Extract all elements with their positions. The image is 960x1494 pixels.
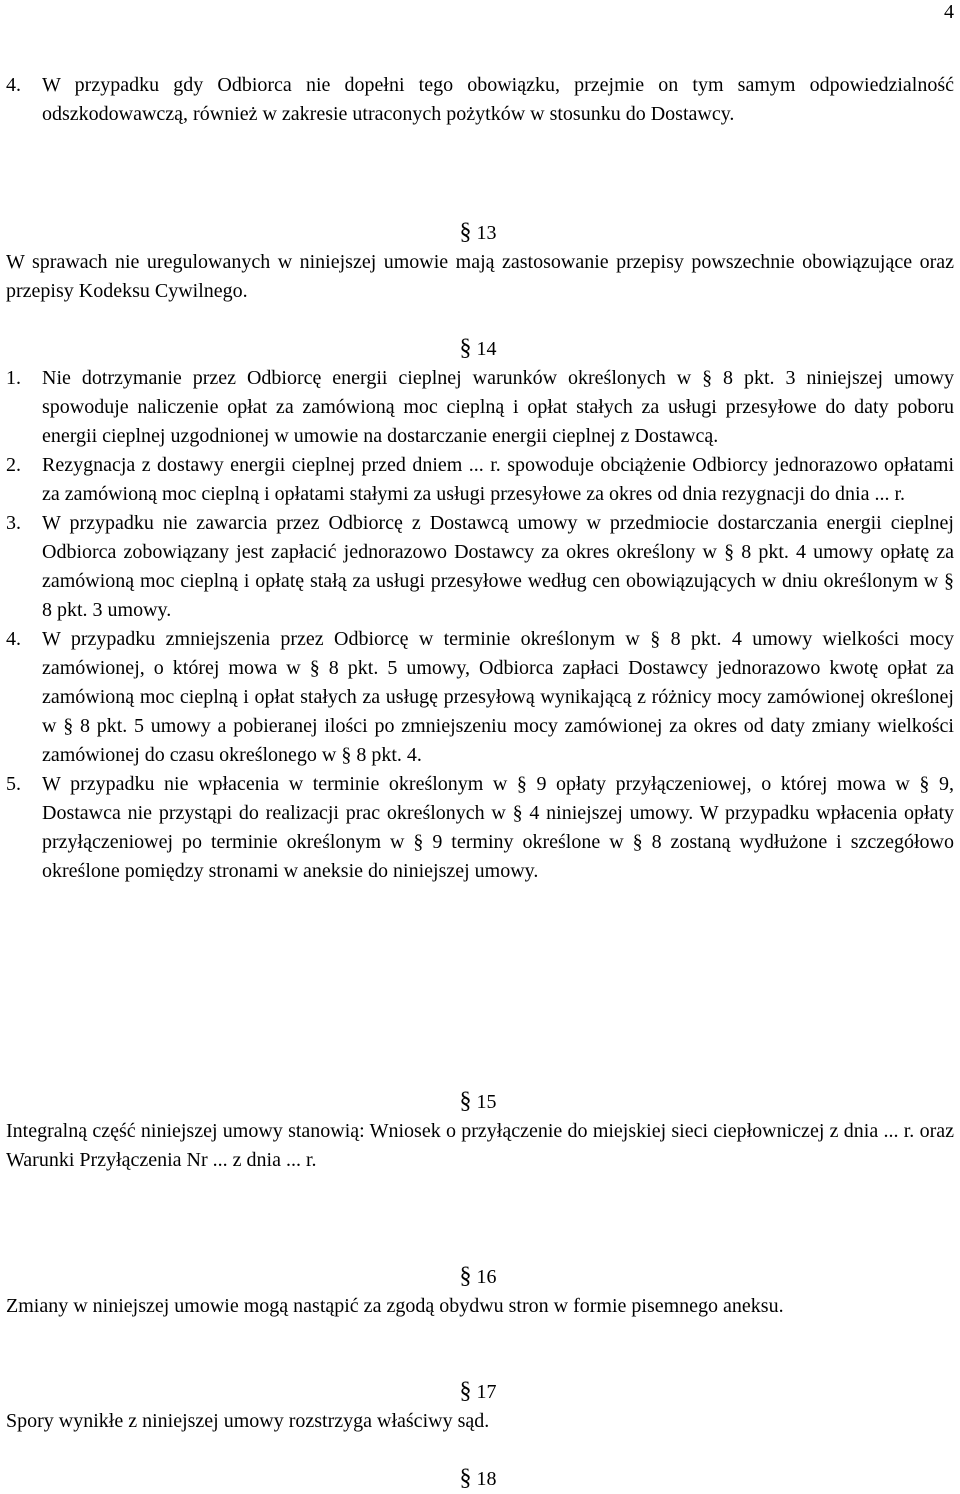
item-text: Rezygnacja z dostawy energii cieplnej przed dniem ... r. spowoduje obciążenie Odbiorcy jednorazowo opłatami za zamówioną moc cieplną i opłatami stałymi za usługi przesyłowe za okres od dnia rezygnacji do dnia ... r. <box>42 454 954 505</box>
list-item <box>6 770 954 886</box>
item-number: 5. <box>6 773 21 795</box>
section-16 <box>6 1262 954 1321</box>
item-text: W przypadku nie zawarcia przez Odbiorcę z Dostawcą umowy w przedmiocie dostarczania energii cieplnej Odbiorca zobowiązany jest zapłacić jednorazowo Dostawcy za okres określony w § 8 pkt. 4 umowy opłatę za zamówioną moc cieplną i opłatę stałą za usługi przesyłowe według cen obowiązujących w dniu określonym w § 8 pkt. 3 umowy. <box>42 512 954 621</box>
section-symbol: § <box>459 1378 472 1404</box>
section-paragraph: W sprawach nie uregulowanych w niniejszej umowie mają zastosowanie przepisy powszechnie obowiązujące oraz przepisy Kodeksu Cywilnego. <box>6 251 954 302</box>
section-number: 13 <box>476 222 497 244</box>
list-item <box>6 625 954 770</box>
item-number: 3. <box>6 512 21 534</box>
item-number: 1. <box>6 367 21 389</box>
item-number: 2. <box>6 454 21 476</box>
section-paragraph: Integralną część niniejszej umowy stanowią: Wniosek o przyłączenie do miejskiej sieci ciepłowniczej z dnia ... r. oraz Warunki Przyłączenia Nr ... z dnia ... r. <box>6 1120 954 1171</box>
section-15 <box>6 1087 954 1175</box>
section-symbol: § <box>459 1465 472 1491</box>
section-heading <box>6 218 954 248</box>
section-18 <box>6 1464 954 1494</box>
list-item <box>6 451 954 509</box>
list-item <box>6 509 954 625</box>
section-heading <box>6 334 954 364</box>
item-number: 4. <box>6 74 21 96</box>
item-text: Nie dotrzymanie przez Odbiorcę energii cieplnej warunków określonych w § 8 pkt. 3 niniejszej umowy spowoduje naliczenie opłat za zamówioną moc cieplną i opłat stałych za usługi przesyłowe do daty poboru energii cieplnej uzgodnionej w umowie na dostarczanie energii cieplnej z Dostawcą. <box>42 367 954 447</box>
section-paragraph: Zmiany w niniejszej umowie mogą nastąpić za zgodą obydwu stron w formie pisemnego aneksu. <box>6 1295 784 1317</box>
section-13 <box>6 218 954 306</box>
list-item <box>6 71 954 129</box>
section-heading <box>6 1087 954 1117</box>
section-17 <box>6 1377 954 1436</box>
section-number: 17 <box>476 1381 497 1403</box>
page-number: 4 <box>944 1 954 23</box>
section-number: 15 <box>476 1091 497 1113</box>
item-text: W przypadku gdy Odbiorca nie dopełni tego obowiązku, przejmie on tym samym odpowiedzialność odszkodowawczą, również w zakresie utraconych pożytków w stosunku do Dostawcy. <box>42 74 954 125</box>
item-number: 4. <box>6 628 21 650</box>
section-symbol: § <box>459 1263 472 1289</box>
section-number: 18 <box>476 1468 497 1490</box>
section-14 <box>6 334 954 886</box>
section-symbol: § <box>459 335 472 361</box>
section-number: 16 <box>476 1266 497 1288</box>
list-item <box>6 364 954 451</box>
section-heading <box>6 1464 954 1494</box>
section-symbol: § <box>459 1088 472 1114</box>
item-text: W przypadku zmniejszenia przez Odbiorcę w terminie określonym w § 8 pkt. 4 umowy wielkości mocy zamówionej, o której mowa w § 8 pkt. 5 umowy, Odbiorca zapłaci Dostawcy jednorazowo kwotę opłat za zamówioną moc cieplną i opłat stałych za usługę przesyłową wynikającą z różnicy mocy zamówionej określonej w § 8 pkt. 5 umowy a pobieranej ilości po zmniejszeniu mocy zamówionej za okres od daty zmiany wielkości zamówionej do czasu określonego w § 8 pkt. 4. <box>42 628 954 766</box>
section-heading <box>6 1262 954 1292</box>
item-text: W przypadku nie wpłacenia w terminie określonym w § 9 opłaty przyłączeniowej, o której mowa w § 9, Dostawca nie przystąpi do realizacji prac określonych w § 4 niniejszej umowy. W przypadku wpłacenia opłaty przyłączeniowej po terminie określonym w § 9 terminy określone w § 8 zostaną wydłużone i szczegółowo określone pomiędzy stronami w aneksie do niniejszej umowy. <box>42 773 954 882</box>
section-symbol: § <box>459 219 472 245</box>
section-paragraph: Spory wynikłe z niniejszej umowy rozstrzyga właściwy sąd. <box>6 1410 490 1432</box>
section-heading <box>6 1377 954 1407</box>
section-number: 14 <box>476 338 497 360</box>
intro-item <box>6 71 954 129</box>
